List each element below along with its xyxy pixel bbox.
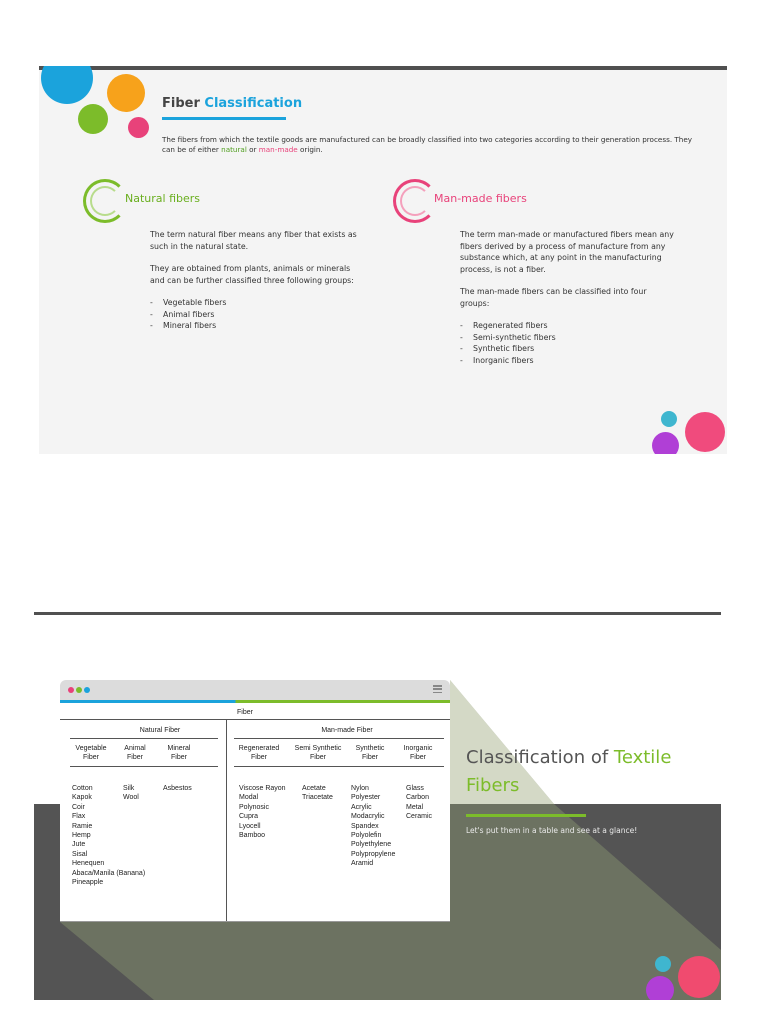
manmade-para-1: The term man-made or manufactured fibers mean any fibers derived by a process of manufacture from any substance which, at any point in the manufacturing process, is not a fiber. — [460, 230, 674, 274]
table-cell: Polynosic — [239, 803, 269, 811]
col-header-mineral: Mineral Fiber — [167, 745, 191, 761]
col-header-animal: Animal Fiber — [124, 745, 146, 761]
table-cell: Cupra — [239, 813, 259, 821]
list-item: - Vegetable fibers — [150, 297, 365, 309]
table-header-natural: Natural Fiber — [139, 727, 181, 734]
table-cell: Hemp — [72, 832, 91, 840]
column-synthetic — [351, 784, 395, 869]
table-header-manmade: Man-made Fiber — [321, 727, 373, 734]
list-item: - Regenerated fibers — [460, 320, 675, 332]
window-dot-pink-icon — [68, 687, 74, 693]
manmade-groups-list — [460, 320, 675, 366]
slide-title-highlight: Textile Fibers — [466, 747, 672, 796]
col-header-vegetable: Vegetable Fiber — [75, 745, 107, 761]
slide-title: Classification of Textile Fibers — [466, 747, 672, 796]
table-cell: Lyocell — [239, 822, 261, 830]
col-header-semi-synthetic: Semi Synthetic Fiber — [294, 745, 342, 761]
table-cell: Ceramic — [406, 813, 433, 821]
table-cell: Asbestos — [163, 785, 192, 792]
table-cell: Bamboo — [239, 832, 266, 840]
decor-circle-pink-large — [678, 956, 720, 998]
window-accent-stripe — [60, 700, 450, 703]
table-rule — [60, 719, 450, 720]
manmade-para-2: The man-made fibers can be classified into four groups: — [460, 287, 647, 308]
table-cell: Kapok — [72, 794, 92, 802]
table-rule — [70, 738, 218, 739]
decor-circle-teal — [655, 956, 671, 972]
table-cell: Spandex — [351, 822, 379, 830]
decor-circle-teal — [661, 411, 677, 427]
list-item: - Synthetic fibers — [460, 343, 675, 355]
col-header-inorganic: Inorganic Fiber — [403, 745, 433, 761]
list-item: - Mineral fibers — [150, 320, 365, 332]
list-item: - Semi-synthetic fibers — [460, 332, 675, 344]
table-cell: Acetate — [302, 785, 326, 792]
table-cell: Acrylic — [351, 803, 372, 811]
natural-fibers-body — [150, 229, 365, 332]
intro-natural-word: natural — [221, 145, 247, 154]
decor-circle-purple — [646, 976, 674, 1000]
window-dot-blue-icon — [84, 687, 90, 693]
decor-circle-blue — [41, 66, 93, 104]
decor-circle-pink — [128, 117, 149, 138]
table-cell: Nylon — [351, 785, 369, 792]
table-rule — [60, 921, 450, 922]
column-semi-synthetic — [302, 784, 333, 803]
table-cell: Carbon — [406, 794, 429, 802]
table-cell: Modal — [239, 794, 259, 802]
manmade-fibers-body — [460, 229, 675, 366]
table-cell: Viscose Rayon — [239, 785, 286, 792]
window-dot-green-icon — [76, 687, 82, 693]
title-underline — [466, 814, 586, 817]
table-window — [60, 680, 450, 922]
table-cell: Pineapple — [72, 879, 104, 887]
col-header-synthetic: Synthetic Fiber — [355, 745, 385, 761]
table-cell: Coir — [72, 803, 85, 811]
slide-separator — [34, 612, 721, 615]
table-cell: Metal — [406, 803, 424, 811]
table-rule — [234, 738, 444, 739]
list-item: - Inorganic fibers — [460, 355, 675, 367]
hamburger-icon[interactable] — [433, 685, 442, 693]
table-rule — [234, 766, 444, 767]
title-underline — [162, 117, 286, 120]
table-cell: Ramie — [72, 822, 93, 830]
slide-fiber-classification — [39, 66, 727, 454]
table-divider — [226, 720, 227, 922]
col-header-regenerated: Regenerated Fiber — [238, 745, 280, 761]
list-item: - Animal fibers — [150, 309, 365, 321]
table-cell: Modacrylic — [351, 813, 385, 821]
window-title-bar — [60, 680, 450, 700]
intro-paragraph: The fibers from which the textile goods are manufactured can be broadly classified into two categories according to their generation process. They can be of either natural or man-made origin. — [162, 135, 693, 154]
column-regenerated — [239, 784, 286, 840]
table-cell: Abaca/Manila (Banana) — [72, 869, 146, 877]
column-inorganic — [406, 784, 432, 822]
slide-top-bar — [39, 66, 727, 70]
column-animal — [123, 784, 139, 803]
decor-circle-orange — [107, 74, 145, 112]
table-cell: Polyester — [351, 794, 381, 802]
slide-subtitle: Let's put them in a table and see at a glance! — [466, 826, 638, 835]
column-mineral — [163, 784, 192, 793]
table-cell: Flax — [72, 813, 86, 821]
table-cell: Polypropylene — [351, 850, 396, 858]
natural-groups-list — [150, 297, 365, 332]
table-cell: Aramid — [351, 860, 374, 868]
intro-manmade-word: man-made — [258, 145, 298, 154]
natural-para-2: They are obtained from plants, animals or minerals and can be further classified three following groups: — [150, 264, 354, 285]
decor-circle-green — [78, 104, 108, 134]
table-cell: Henequen — [72, 860, 105, 868]
natural-para-1: The term natural fiber means any fiber that exists as such in the natural state. — [150, 230, 357, 251]
natural-fibers-title: Natural fibers — [125, 192, 201, 205]
manmade-fibers-title: Man-made fibers — [434, 192, 527, 205]
table-cell: Wool — [123, 794, 139, 802]
table-cell: Glass — [406, 785, 424, 792]
slide-classification-table — [34, 620, 721, 1000]
table-cell: Polyethylene — [351, 841, 392, 849]
page-title-highlight: Classification — [204, 96, 303, 111]
table-cell: Polyolefin — [351, 832, 382, 840]
page-title: Fiber Classification — [162, 96, 303, 111]
manmade-ring-inner-icon — [400, 186, 430, 216]
decor-circle-purple — [652, 432, 679, 454]
table-cell: Triacetate — [302, 794, 333, 802]
table-header-fiber: Fiber — [237, 709, 253, 716]
decor-circle-pink-large — [685, 412, 725, 452]
table-rule — [70, 766, 218, 767]
table-cell: Silk — [123, 785, 135, 792]
table-cell: Jute — [72, 841, 86, 849]
table-cell: Cotton — [72, 785, 93, 792]
natural-ring-inner-icon — [90, 186, 120, 216]
table-cell: Sisal — [72, 850, 88, 858]
